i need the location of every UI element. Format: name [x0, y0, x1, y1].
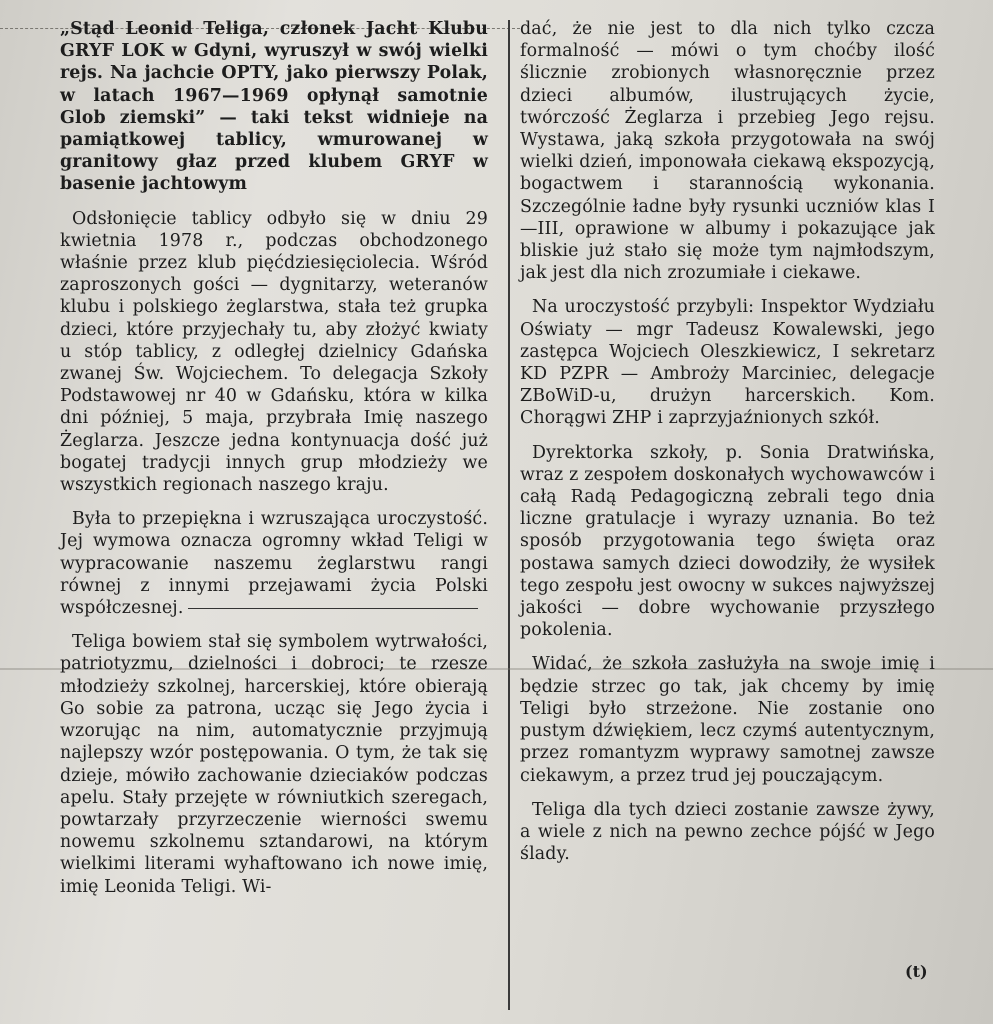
paragraph-guests: Na uroczystość przybyli: Inspektor Wydziału Oświaty — mgr Tadeusz Kowalewski, jego zastępca Wojciech Oleszkiewicz, I sekretarz KD PZPR — Ambroży Marciniec, delegacje ZBoWiD-u, drużyn harcerskich. Kom. Chorągwi ZHP i zaprzyjaźnionych szkół.: [520, 297, 935, 429]
column-rule: [508, 20, 510, 1010]
author-initial: (t): [905, 962, 928, 981]
paragraph-ceremony-text: Była to przepiękna i wzruszająca uroczystość. Jej wymowa oznacza ogromny wkład Teligi w wypracowanie naszemu żeglarstwu rangi równej z innymi przejawami życia Polski współczesnej.: [60, 509, 488, 619]
right-column: [520, 18, 935, 865]
paragraph-closing: Teliga dla tych dzieci zostanie zawsze żywy, a wiele z nich na pewno zechce pójść w Jego ślady.: [520, 799, 935, 865]
left-column: [60, 18, 488, 898]
paragraph-unveiling: Odsłonięcie tablicy odbyło się w dniu 29 kwietnia 1978 r., podczas obchodzonego właśnie przez klub pięćdziesięciolecia. Wśród zaproszonych gości — dygnitarzy, weteranów klubu i polskiego żeglarstwa, stała też grupka dzieci, które przyjechały tu, aby złożyć kwiaty u stóp tablicy, z odległej dzielnicy Gdańska zwanej Św. Wojciechem. To delegacja Szkoły Podstawowej nr 40 w Gdańsku, która w kilka dni później, 5 maja, przybrała Imię naszego Żeglarza. Jeszcze jedna kontynuacja dość już bogatej tradycji innych grup młodzieży we wszystkich regionach naszego kraju.: [60, 208, 488, 496]
separator-dash: [188, 608, 478, 609]
paragraph-symbol: Teliga bowiem stał się symbolem wytrwałości, patriotyzmu, dzielności i dobroci; te rzesze młodzieży szkolnej, harcerskiej, które obierają Go sobie za patrona, ucząc się Jego życia i wzorując na nim, automatycznie przyjmują najlepszy wzór postępowania. O tym, że tak się dzieje, mówiło zachowanie dzieciaków podczas apelu. Stały przejęte w równiutkich szeregach, powtarzały przyrzeczenie wierności swemu nowemu szkolnemu sztandarowi, na którym wielkimi literami wyhaftowano ich nowe imię, imię Leonida Teligi. Wi-: [60, 632, 488, 897]
paragraph-albums: dać, że nie jest to dla nich tylko czcza formalność — mówi o tym choćby ilość ślicznie zrobionych własnoręcznie przez dzieci albumów, ilustrujących życie, twórczość Żeglarza i przebieg Jego rejsu. Wystawa, jaką szkoła przygotowała na swój wielki dzień, imponowała ciekawą ekspozycją, bogactwem i starannością wykonania. Szczególnie ładne były rysunki uczniów klas I—III, oprawione w albumy i pokazujące jak bliskie już stało się może tym najmłodszym, jak jest dla nich zrozumiałe i ciekawe.: [520, 19, 935, 284]
paragraph-director: Dyrektorka szkoły, p. Sonia Dratwińska, wraz z zespołem doskonałych wychowawców i całą Radą Pedagogiczną zebrali tego dnia liczne gratulacje i wyrazy uznania. Bo też sposób przygotowania tego święta oraz postawa samych dzieci dowodziły, że wysiłek tego zespołu jest owocny w sukces najwyższej jakości — dobre wychowanie przyszłego pokolenia.: [520, 442, 935, 641]
paragraph-school-name: Widać, że szkoła zasłużyła na swoje imię i będzie strzec go tak, jak chcemy by imię Teligi było strzeżone. Nie zostanie ono pustym dźwiękiem, lecz czymś autentycznym, przez romantyzm wyprawy samotnej zawsze ciekawym, a przez trud jej pouczającym.: [520, 654, 935, 786]
paragraph-ceremony: [60, 508, 488, 619]
lead-paragraph: „Stąd Leonid Teliga, członek Jacht Klubu GRYF LOK w Gdyni, wyruszył w swój wielki rejs. Na jachcie OPTY, jako pierwszy Polak, w latach 1967—1969 opłynął samotnie Glob ziemski” — taki tekst widnieje na pamiątkowej tablicy, wmurowanej w granitowy głaz przed klubem GRYF w basenie jachtowym: [60, 19, 488, 195]
